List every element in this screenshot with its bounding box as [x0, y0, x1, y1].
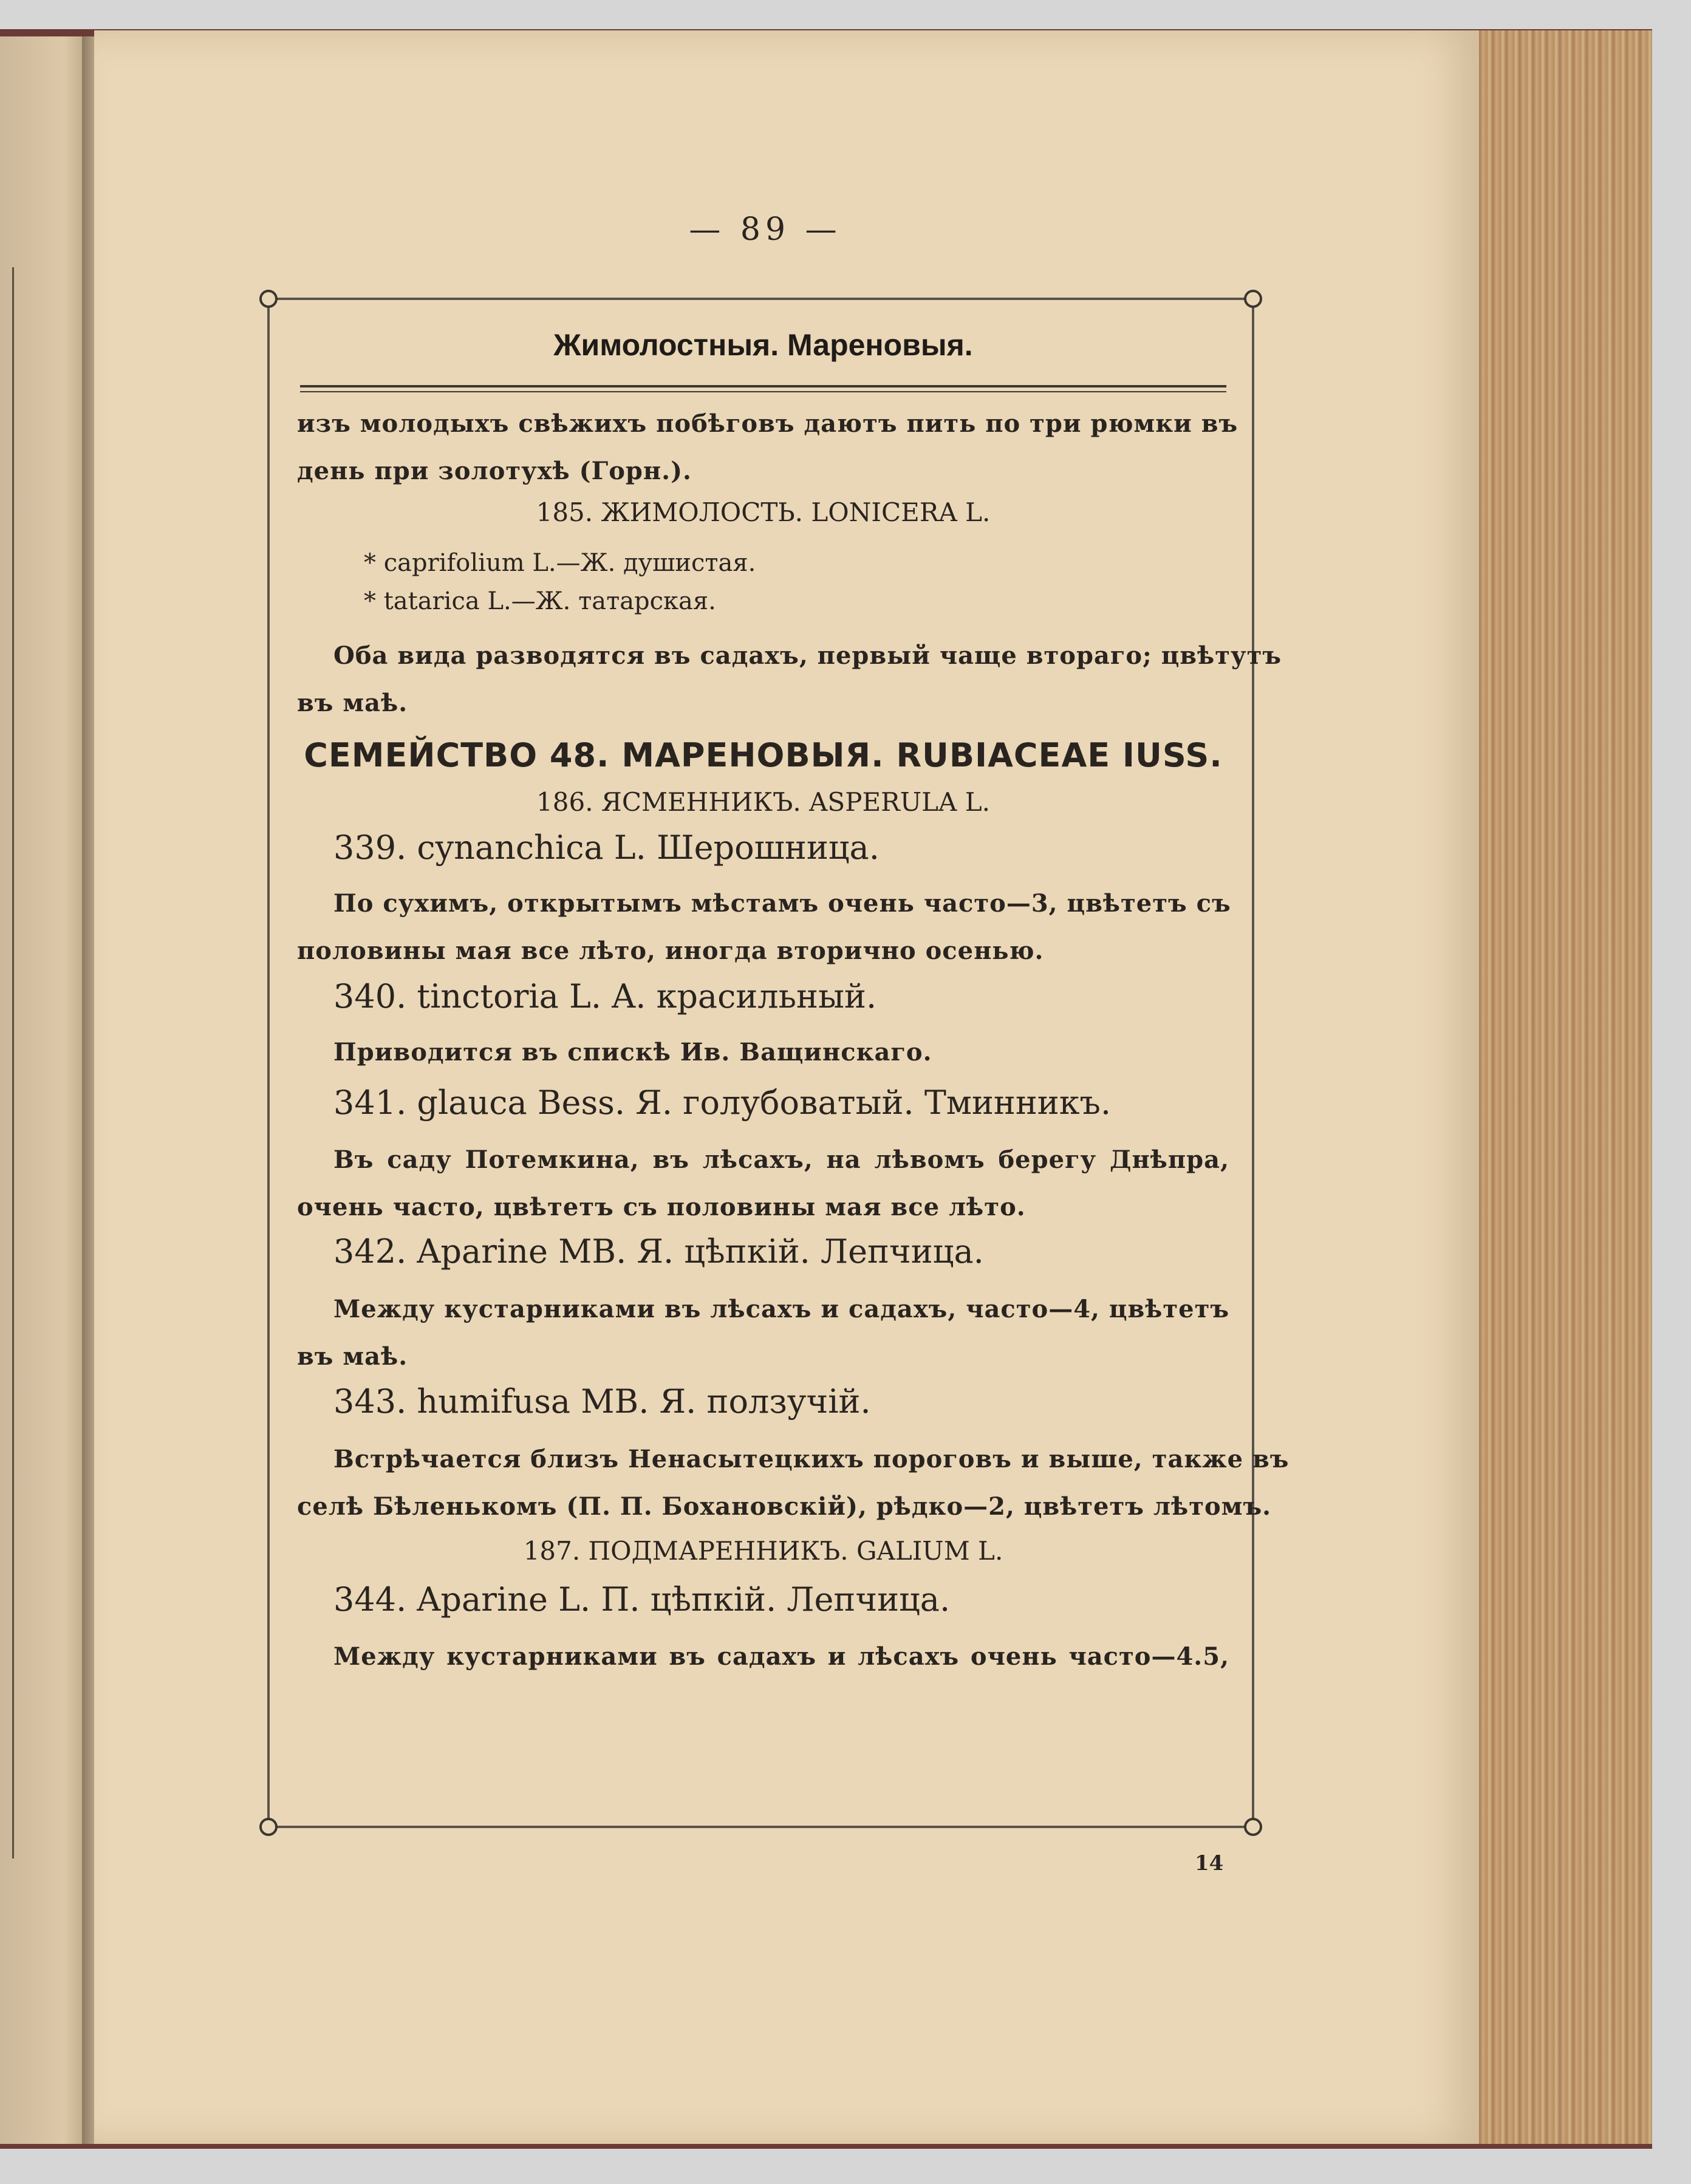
text-line: очень часто, цвѣтетъ съ половины мая все лѣто. [297, 1193, 1026, 1221]
page-edges-stack [1470, 30, 1652, 2144]
species-entry: 344. Aparine L. П. цѣпкій. Лепчица. [333, 1580, 951, 1619]
text-frame [267, 298, 1290, 1828]
text-line: Между кустарниками въ лѣсахъ и садахъ, часто—4, цвѣтетъ [333, 1295, 1230, 1323]
frame-corner-ornament [1244, 1818, 1262, 1836]
frame-corner-ornament [259, 290, 278, 308]
text-line: Въ саду Потемкина, въ лѣсахъ, на лѣвомъ берегу Днѣпра, [333, 1145, 1229, 1174]
text-line: изъ молодыхъ свѣжихъ побѣговъ даютъ пить по три рюмки въ [297, 409, 1238, 438]
text-line: Встрѣчается близъ Ненасытецкихъ пороговъ и выше, также въ [333, 1445, 1290, 1473]
text-line: селѣ Бѣленькомъ (П. П. Бохановскій), рѣдко—2, цвѣтетъ лѣтомъ. [297, 1492, 1272, 1521]
text-line: Приводится въ спискѣ Ив. Ващинскаго. [333, 1038, 932, 1066]
species-entry: 342. Aparine MB. Я. цѣпкій. Лепчица. [333, 1232, 984, 1271]
text-line: половины мая все лѣто, иногда вторично осенью. [297, 937, 1044, 965]
species-entry: 340. tinctoria L. A. красильный. [333, 977, 877, 1015]
text-line: Оба вида разводятся въ садахъ, первый чаще втораго; цвѣтутъ [333, 641, 1282, 670]
family-heading: СЕМЕЙСТВО 48. МАРЕНОВЫЯ. RUBIACEAE IUSS. [304, 736, 1223, 774]
book-page [94, 30, 1479, 2144]
printer-signature-mark: 14 [1195, 1851, 1224, 1875]
text-line: день при золотухѣ (Горн.). [297, 457, 692, 485]
genus-heading: 185. ЖИМОЛОСТЬ. LONICERA L. [536, 497, 991, 527]
header-rule [300, 385, 1226, 387]
page-number: — 89 — [689, 211, 842, 248]
text-line: По сухимъ, открытымъ мѣстамъ очень часто—3, цвѣтетъ съ [333, 889, 1231, 918]
text-line: въ маѣ. [297, 689, 408, 717]
frame-corner-ornament [259, 1818, 278, 1836]
left-page-frame-edge [12, 267, 18, 1858]
frame-corner-ornament [1244, 290, 1262, 308]
species-entry: 343. humifusa MB. Я. ползучій. [333, 1382, 871, 1421]
text-line: въ маѣ. [297, 1342, 408, 1371]
header-rule [300, 391, 1226, 392]
genus-heading: 187. ПОДМАРЕННИКЪ. GALIUM L. [523, 1536, 1003, 1566]
cultivated-species: * caprifolium L.—Ж. душистая. [364, 549, 756, 577]
species-entry: 341. glauca Bess. Я. голубоватый. Тминникъ. [333, 1083, 1112, 1122]
left-page-edge [0, 36, 91, 2144]
genus-heading: 186. ЯСМЕННИКЪ. ASPERULA L. [536, 787, 990, 817]
cultivated-species: * tatarica L.—Ж. татарская. [364, 587, 716, 615]
species-entry: 339. cynanchica L. Шерошница. [333, 828, 880, 867]
text-line: Между кустарниками въ садахъ и лѣсахъ очень часто—4.5, [333, 1642, 1229, 1671]
running-head: Жимолостныя. Мареновыя. [553, 328, 973, 362]
